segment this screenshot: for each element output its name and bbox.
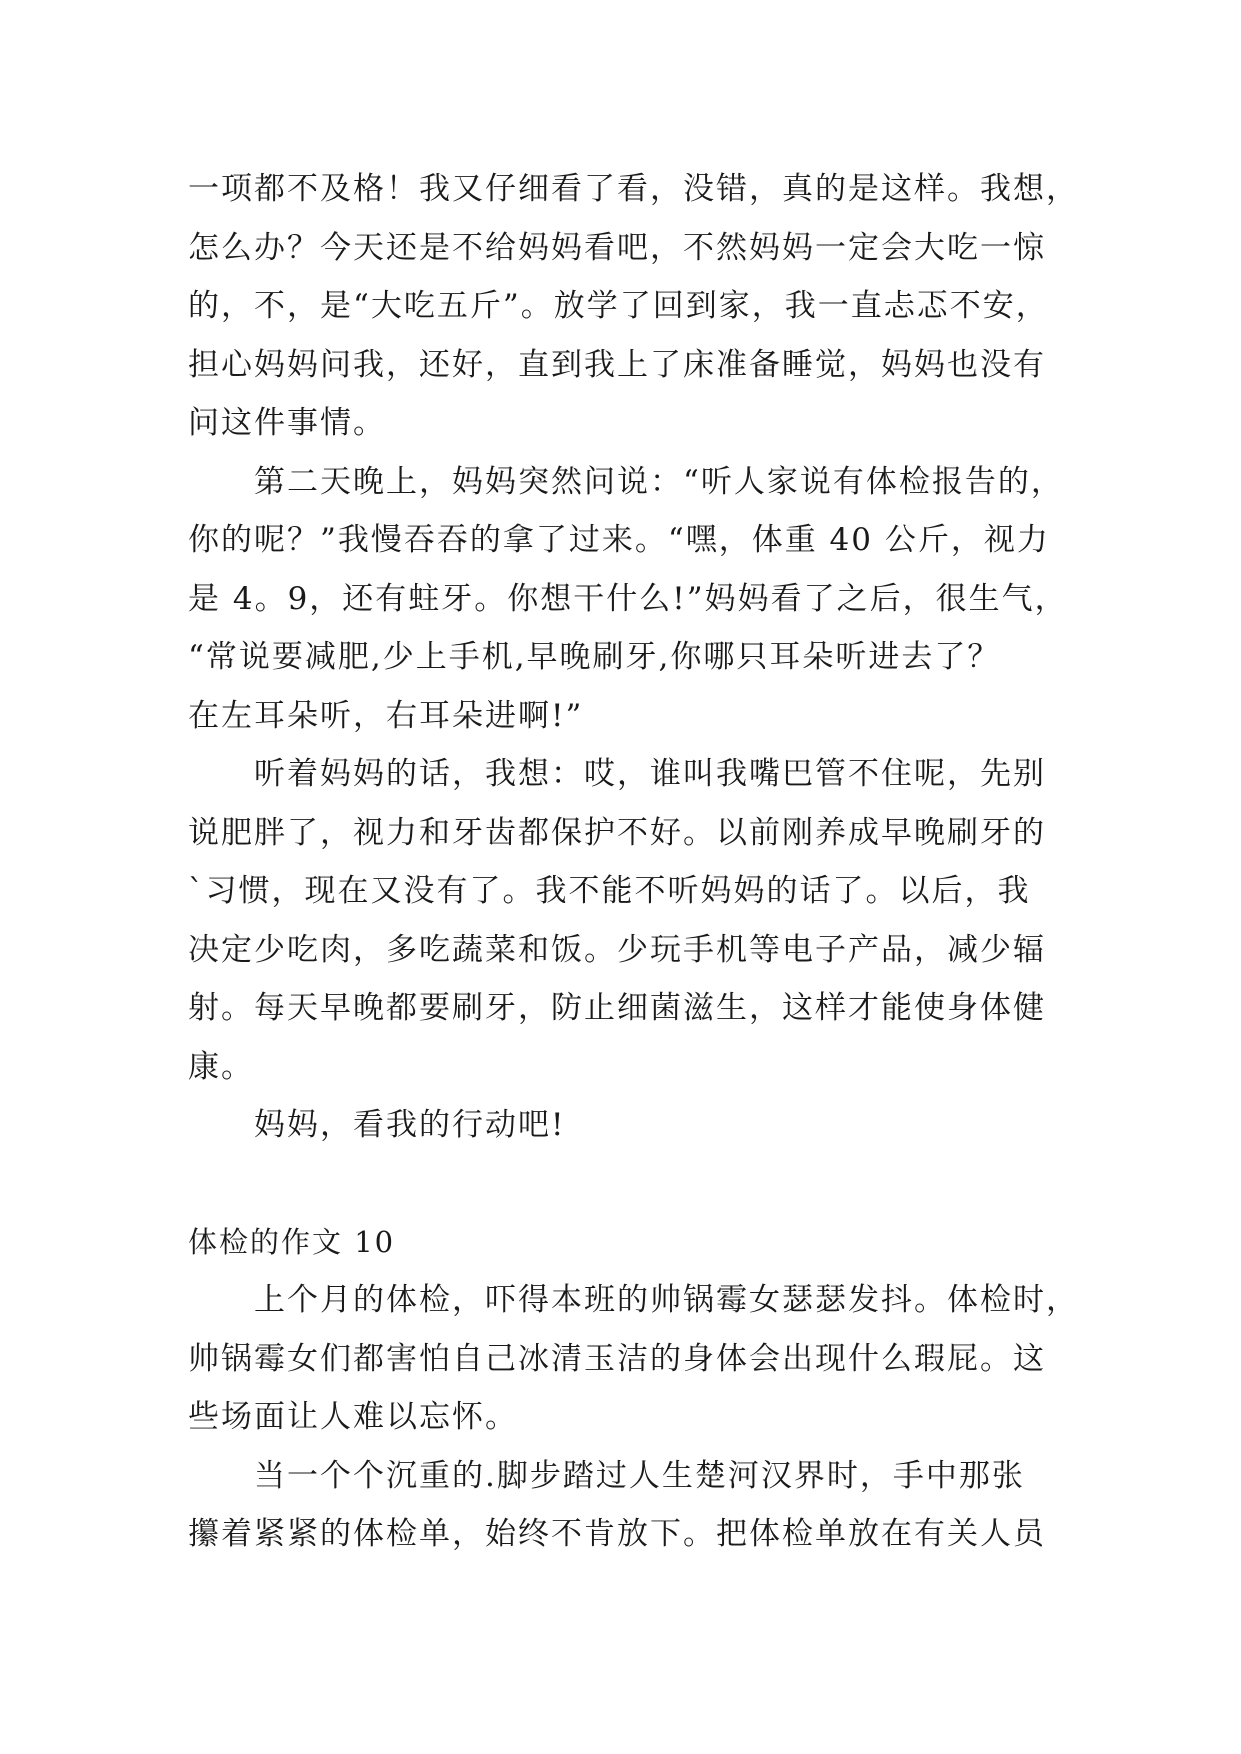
text-line: 一项都不及格！我又仔细看了看，没错，真的是这样。我想， (188, 171, 1079, 207)
text-line: 攥着紧紧的体检单，始终不肯放下。把体检单放在有关人员 (188, 1516, 1046, 1552)
paragraph (188, 1447, 1088, 1564)
text-line: 康。 (188, 1048, 254, 1085)
section-title: 体检的作文 10 (188, 1224, 396, 1259)
text-line: 怎么办？今天还是不给妈妈看吧，不然妈妈一定会大吃一惊 (188, 229, 1046, 266)
text-line: 你的呢？”我慢吞吞的拿了过来。“嘿，体重 40 公斤，视力 (188, 522, 1050, 558)
paragraph (188, 1271, 1088, 1447)
document-body (188, 160, 1088, 1564)
text-line: 射。每天早晚都要刷牙，防止细菌滋生，这样才能使身体健 (188, 990, 1046, 1026)
paragraph (188, 160, 1088, 453)
text-line: 问这件事情。 (188, 405, 386, 441)
text-line: 帅锅霉女们都害怕自己冰清玉洁的身体会出现什么瑕屁。这 (188, 1340, 1046, 1377)
text-line: “常说要减肥,少上手机,早晚刷牙,你哪只耳朵听进去了？ (188, 639, 1001, 675)
text-line: 是 4。9，还有蛀牙。你想干什么!”妈妈看了之后，很生气， (188, 580, 1068, 617)
text-line: 妈妈，看我的行动吧! (254, 1107, 566, 1143)
paragraph (188, 1096, 1088, 1155)
paragraph (188, 453, 1088, 746)
section-spacer (188, 1155, 1088, 1213)
text-line: 当一个个沉重的.脚步踏过人生楚河汉界时，手中那张 (254, 1457, 1025, 1494)
text-line: 的，不，是“大吃五斤”。放学了回到家，我一直忐忑不安， (188, 288, 1049, 324)
text-line: `习惯，现在又没有了。我不能不听妈妈的话了。以后，我 (188, 873, 1031, 909)
text-line: 第二天晚上，妈妈突然问说：“听人家说有体检报告的， (254, 463, 1064, 500)
text-line: 上个月的体检，吓得本班的帅锅霉女瑟瑟发抖。体检时， (254, 1282, 1079, 1318)
text-line: 些场面让人难以忘怀。 (188, 1399, 518, 1435)
text-line: 决定少吃肉，多吃蔬菜和饭。少玩手机等电子产品，减少辐 (188, 931, 1046, 968)
text-line: 说肥胖了，视力和牙齿都保护不好。以前刚养成早晚刷牙的 (188, 814, 1046, 851)
text-line: 在左耳朵听，右耳朵进啊!” (188, 697, 584, 734)
paragraph (188, 745, 1088, 1096)
text-line: 听着妈妈的话，我想：哎，谁叫我嘴巴管不住呢，先别 (254, 756, 1046, 792)
text-line: 担心妈妈问我，还好，直到我上了床准备睡觉，妈妈也没有 (188, 346, 1046, 383)
